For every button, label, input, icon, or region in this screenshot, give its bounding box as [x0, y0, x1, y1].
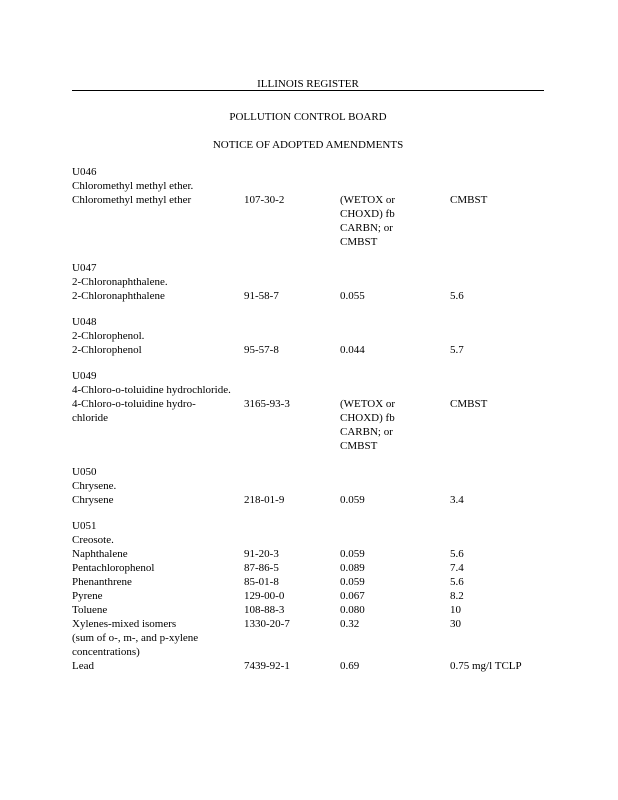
wastewater-standard-line: CMBST: [340, 236, 378, 248]
nonwastewater-standard: CMBST: [450, 194, 488, 206]
nonwastewater-standard: 5.6: [450, 576, 464, 588]
constituent-name: [72, 547, 240, 561]
cas-number: 1330-20-7: [244, 618, 290, 630]
waste-code: U046: [72, 166, 97, 178]
constituent-name: [72, 343, 240, 357]
constituent-name: [72, 493, 240, 507]
waste-name: Creosote.: [72, 534, 114, 546]
wastewater-standard: [340, 493, 440, 507]
wastewater-standard: [340, 343, 440, 357]
wastewater-standard: [340, 193, 440, 249]
cas-number: 218-01-9: [244, 494, 285, 506]
constituent-name: [72, 575, 240, 589]
cas-number: 3165-93-3: [244, 398, 290, 410]
constituent-name-line: Pyrene: [72, 590, 103, 602]
cas-number: 87-86-5: [244, 562, 279, 574]
waste-block: [72, 165, 544, 249]
table-row: [72, 659, 544, 673]
waste-name: 2-Chloronaphthalene.: [72, 276, 168, 288]
waste-table: [72, 165, 544, 685]
cas-number: 85-01-8: [244, 576, 279, 588]
notice-title: NOTICE OF ADOPTED AMENDMENTS: [212, 139, 404, 151]
wastewater-standard-line: (WETOX or: [340, 398, 396, 410]
cas-number: 7439-92-1: [244, 660, 290, 672]
table-row: [72, 561, 544, 575]
waste-name: 2-Chlorophenol.: [72, 330, 145, 342]
wastewater-standard: [340, 561, 440, 575]
wastewater-standard-line: CARBN; or: [340, 222, 393, 234]
waste-block: [72, 465, 544, 507]
constituent-name-line: concentrations): [72, 646, 140, 658]
wastewater-standard-line: (WETOX or: [340, 194, 396, 206]
constituent-name: [72, 397, 240, 425]
constituent-name-line: Toluene: [72, 604, 108, 616]
table-row: [72, 343, 544, 357]
table-row: [72, 289, 544, 303]
table-row: [72, 193, 544, 249]
waste-code: U049: [72, 370, 97, 382]
wastewater-standard-line: 0.69: [340, 660, 360, 672]
constituent-name: [72, 659, 240, 673]
table-row: [72, 589, 544, 603]
cas-number: 129-00-0: [244, 590, 285, 602]
constituent-name-line: Chrysene: [72, 494, 114, 506]
wastewater-standard-line: 0.32: [340, 618, 360, 630]
cas-number: 107-30-2: [244, 194, 285, 206]
constituent-name-line: chloride: [72, 412, 109, 424]
constituent-name-line: 2-Chlorophenol: [72, 344, 142, 356]
waste-block: [72, 261, 544, 303]
nonwastewater-standard: 5.6: [450, 290, 464, 302]
cas-number: 91-58-7: [244, 290, 279, 302]
constituent-name-line: Pentachlorophenol: [72, 562, 155, 574]
constituent-name-line: Xylenes-mixed isomers: [72, 618, 177, 630]
constituent-name: [72, 603, 240, 617]
waste-name: Chrysene.: [72, 480, 117, 492]
table-row: [72, 547, 544, 561]
wastewater-standard-line: 0.059: [340, 576, 365, 588]
nonwastewater-standard: 5.7: [450, 344, 464, 356]
nonwastewater-standard: CMBST: [450, 398, 488, 410]
nonwastewater-standard: 30: [450, 618, 461, 630]
wastewater-standard: [340, 289, 440, 303]
nonwastewater-standard: 10: [450, 604, 461, 616]
cas-number: 91-20-3: [244, 548, 279, 560]
waste-name: Chloromethyl methyl ether.: [72, 180, 194, 192]
cas-number: 95-57-8: [244, 344, 279, 356]
nonwastewater-standard: 5.6: [450, 548, 464, 560]
wastewater-standard-line: 0.080: [340, 604, 365, 616]
waste-block: [72, 519, 544, 673]
constituent-name-line: (sum of o-, m-, and p-xylene: [72, 632, 199, 644]
wastewater-standard-line: CARBN; or: [340, 426, 393, 438]
header-rule: [72, 90, 544, 91]
waste-name: 4-Chloro-o-toluidine hydrochloride.: [72, 384, 231, 396]
constituent-name-line: Phenanthrene: [72, 576, 132, 588]
constituent-name: [72, 193, 240, 207]
table-row: [72, 575, 544, 589]
wastewater-standard-line: 0.089: [340, 562, 365, 574]
wastewater-standard-line: 0.059: [340, 548, 365, 560]
constituent-name-line: 2-Chloronaphthalene: [72, 290, 165, 302]
wastewater-standard: [340, 547, 440, 561]
waste-code: U050: [72, 466, 97, 478]
wastewater-standard: [340, 659, 440, 673]
wastewater-standard: [340, 617, 440, 631]
table-row: [72, 603, 544, 617]
constituent-name-line: 4-Chloro-o-toluidine hydro-: [72, 398, 196, 410]
constituent-name: [72, 561, 240, 575]
nonwastewater-standard: 7.4: [450, 562, 464, 574]
constituent-name: [72, 289, 240, 303]
nonwastewater-standard: 3.4: [450, 494, 464, 506]
constituent-name-line: Naphthalene: [72, 548, 128, 560]
wastewater-standard-line: 0.044: [340, 344, 365, 356]
table-row: [72, 397, 544, 453]
constituent-name-line: Lead: [72, 660, 94, 672]
waste-code: U048: [72, 316, 97, 328]
waste-block: [72, 315, 544, 357]
cas-number: 108-88-3: [244, 604, 285, 616]
table-row: [72, 617, 544, 659]
wastewater-standard: [340, 575, 440, 589]
register-title: ILLINOIS REGISTER: [257, 78, 359, 90]
wastewater-standard: [340, 603, 440, 617]
table-row: [72, 493, 544, 507]
wastewater-standard-line: 0.067: [340, 590, 365, 602]
agency-name: POLLUTION CONTROL BOARD: [229, 111, 387, 123]
wastewater-standard-line: CHOXD) fb: [340, 412, 395, 424]
waste-code: U047: [72, 262, 97, 274]
waste-block: [72, 369, 544, 453]
wastewater-standard-line: CMBST: [340, 440, 378, 452]
constituent-name: [72, 589, 240, 603]
wastewater-standard-line: 0.055: [340, 290, 365, 302]
constituent-name: [72, 617, 240, 659]
nonwastewater-standard: 8.2: [450, 590, 464, 602]
nonwastewater-standard: 0.75 mg/l TCLP: [450, 660, 522, 672]
wastewater-standard: [340, 589, 440, 603]
wastewater-standard: [340, 397, 440, 453]
waste-code: U051: [72, 520, 97, 532]
wastewater-standard-line: CHOXD) fb: [340, 208, 395, 220]
constituent-name-line: Chloromethyl methyl ether: [72, 194, 192, 206]
wastewater-standard-line: 0.059: [340, 494, 365, 506]
